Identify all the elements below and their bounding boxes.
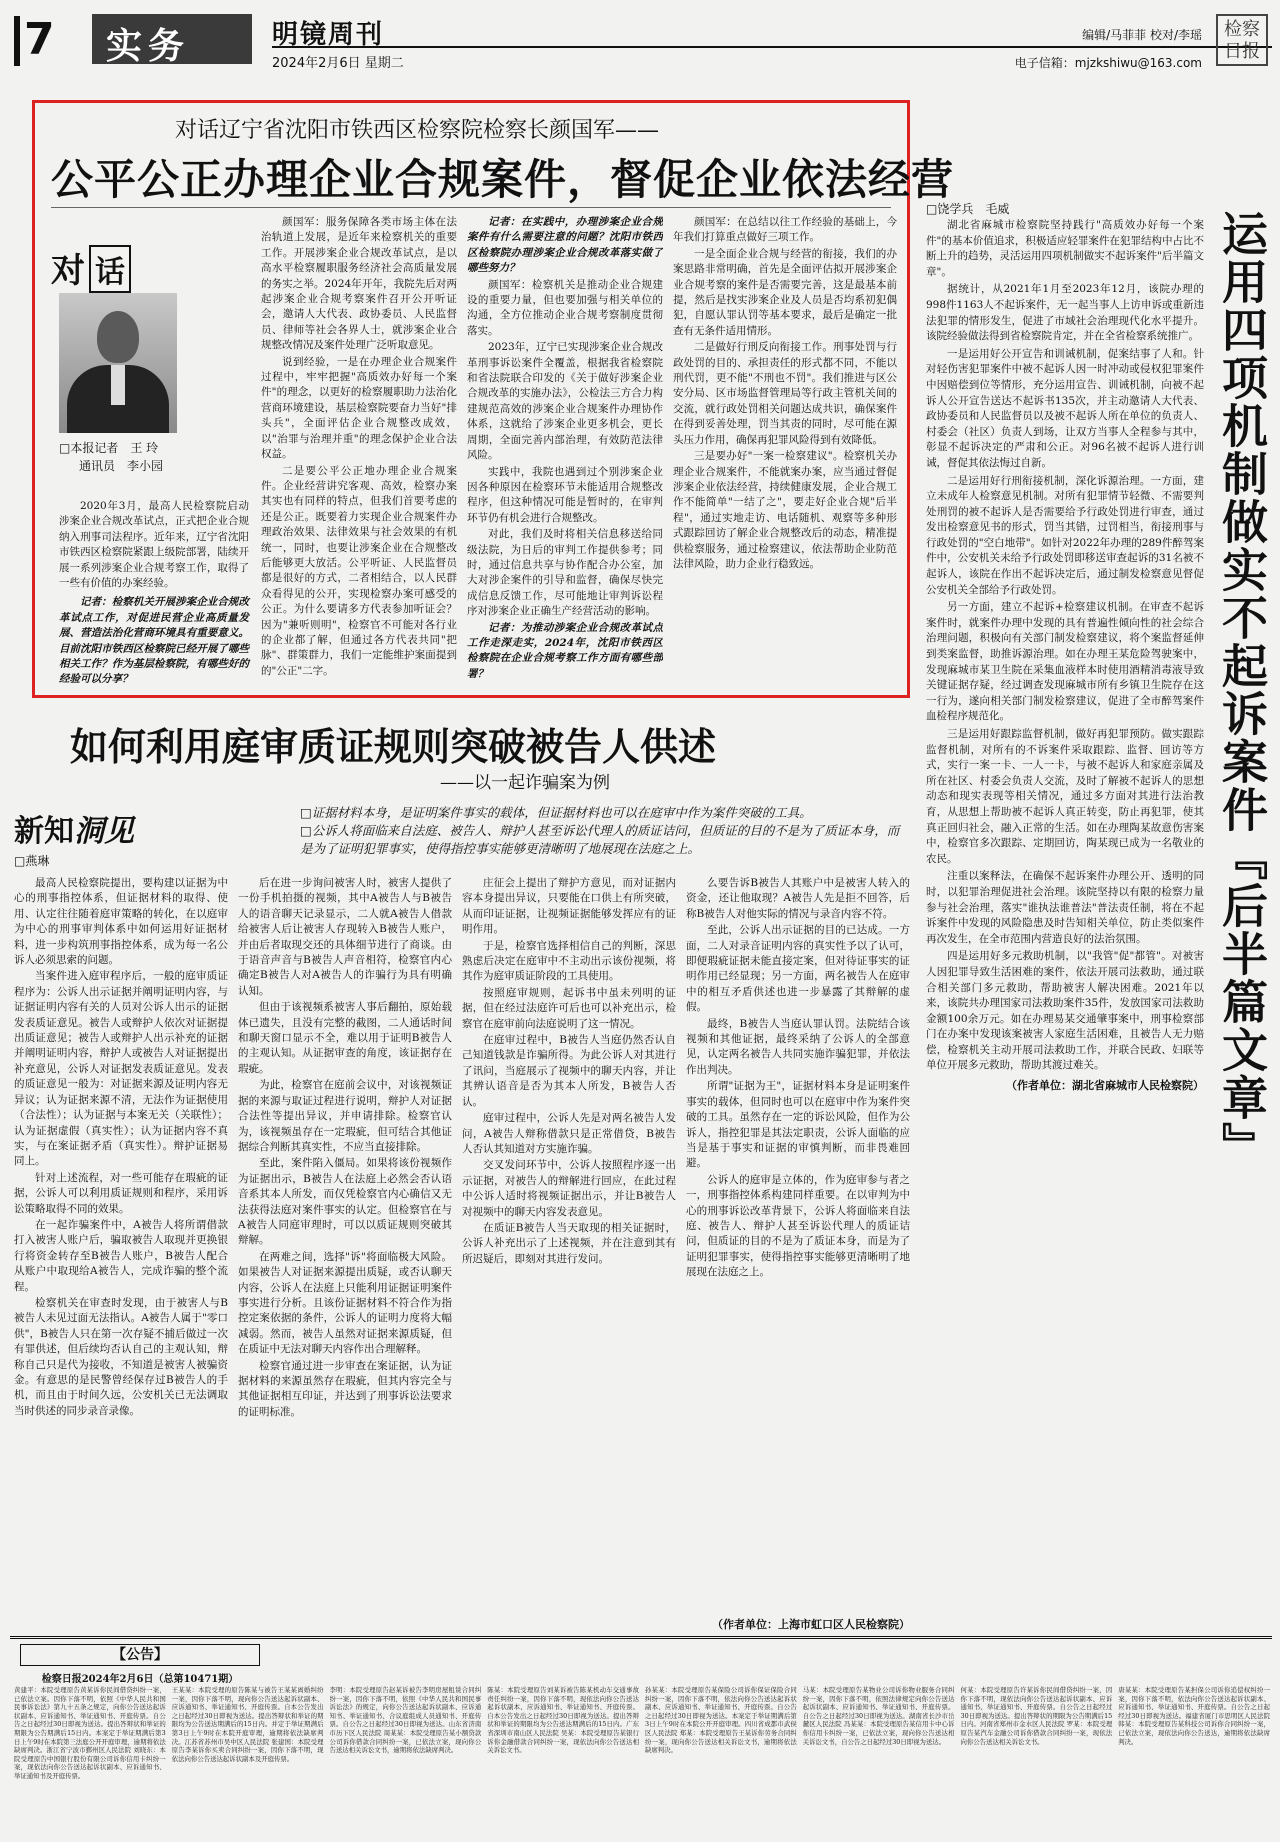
interview-column-2: 记者：在实践中，办理涉案企业合规案件有什么需要注意的问题？沈阳市铁西区检察院办理涉案企业合规改革落实做了哪些努力？ 颜国军：检察机关是推动企业合规建设的重要力量，但也要加强与相关单位的沟通，全方位推动企业合规考察制度贯彻落实。 2023年，辽宁已实现涉案企业合规改革刑事诉讼案件全覆盖，根据我省检察院和省法院联合印发的《关于做好涉案企业合规改革的实施办法》，公检法三方合力构建规范高效的涉案企业合规案件办理协作体系，这就给了涉案企业更多机会，更长周期，全面完善内部治理，有效防范法律风险。 实践中，我院也遇到过个别涉案企业因各种原因在检察环节未能适用合规整改程序，但这种情况可能是暂时的，在审判环节仍有机会进行合规整改。 对此，我们及时将相关信息移送给同级法院，为日后的审判工作提供参考；同时，通过信息共享与协作配合办公室，加大对涉企案件的引导和监督，确保尽快完成信息反馈工作，尽可能地让审判诉讼程序对涉案企业正确生产经营活动的影响。 记者：为推动涉案企业合规改革试点工作走深走实，2024年，沈阳市铁西区检察院在企业合规考察工作方面有哪些部署？	[467, 216, 663, 680]
masthead	[10, 8, 1272, 76]
article2-column-3: 庄征会上提出了辩护方意见，而对证据内容本身提出异议，只要能在口供上有所突破，从而印证证据，让视频证据能够发挥应有的证明作用。 于是，检察官选择相信自己的判断，深思熟虑后决定在庭审中不主动出示该份视频，将其作为庭审质证阶段的工具使用。 按照庭审规则，起诉书中虽未列明的证据，但在经过法庭许可后也可以补充出示，检察官在庭审前向法庭说明了这一情况。 在庭审过程中，B被告人当庭仍然否认自己知道钱款是诈骗所得。为此公诉人对其进行了讯问，当庭展示了视频中的聊天内容，并让其辨认语音是否为其本人所发，B被告人否认。 庭审过程中，公诉人先是对两名被告人发问，A被告人辩称借款只是正常借贷，B被告人否认其知道对方实施诈骗。 交叉发问环节中，公诉人按照程序逐一出示证据，对被告人的辩解进行回应，在此过程中公诉人适时将视频证据出示，并让B被告人对视频中的聊天内容发表意见。 在质证B被告人当天取现的相关证据时，公诉人补充出示了上述视频，并在注意到其有所迟疑后，即刻对其进行发问。	[462, 877, 676, 1265]
right-article-source: （作者单位：湖北省麻城市人民检察院）	[1006, 1079, 1204, 1093]
dialog-column-tag: 对 话	[51, 243, 131, 293]
article2-column-4: 么要告诉B被告人其账户中是被害人转入的资金，还让他取现？A被告人先是拒不回答，后称B被告人对他实际的情况与录音内容不符。 至此，公诉人出示证据的目的已达成。一方面，二人对录音证明内容的真实性予以了认可，即便瑕疵证据未能直接定案，但对待证事实的证明作用已经显现；另一方面，两名被告人在庭审中的相互矛盾供述也进一步暴露了其辩解的虚假。 最终，B被告人当庭认罪认罚。法院结合该视频和其他证据，最终采纳了公诉人的全部意见，认定两名被告人共同实施诈骗犯罪，并依法作出判决。 所谓"证据为王"，证据材料本身是证明案件事实的载体，但同时也可以在庭审中作为案件突破的工具。虽然存在一定的诉讼风险，但作为公诉人，指控犯罪是其法定职责，公诉人面临的应当是基于事实和证据的审慎判断，而非畏难回避。 公诉人的庭审是立体的，作为庭审参与者之一，刑事指控体系构建同样重要。在以审判为中心的刑事诉讼改革背景下，公诉人将面临来自法庭、被告人、辩护人甚至诉讼代理人的质证诘问，但质证的目的不是为了质证本身，而是为了证明犯罪事实，使得指控事实能够更清晰明了地展现在法庭之上。	[686, 877, 910, 1279]
article2-headline: 如何利用庭审质证规则突破被告人供述	[70, 724, 717, 769]
notices-title: 【公告】	[20, 1644, 260, 1666]
right-article-body: 湖北省麻城市检察院坚持践行"高质效办好每一个案件"的基本价值追求，积极适应轻罪案件在犯罪结构中占比不断上升的趋势，灵活运用四项机制做实不起诉案件"后半篇文章"。 据统计，从2021年1月至2023年12月，该院办理的998件1163人不起诉案件，无一起当事人上访申诉或重新违法犯罪的情形发生，促进了市域社会治理现代化水平提升。该院经验做法得到省检察院肯定，并在全省检察系统推广。 一是运用好公开宣告和训诫机制，促案结事了人和。针对轻伤害犯罪案件中被不起诉人因一时冲动或侵权犯罪案件中因赔偿到位等情形，充分运用宣告、训诫机制，向被不起诉人公开宣告送达不起诉书135次，并主动邀请人大代表、政协委员和人民监督员以及被不起诉人所在单位的负责人、村委会（社区）负责人到场，让双方当事人全程参与其中，彰显不起诉决定的严肃和公正。对96名被不起诉人进行训诫，督促其依法悔过自新。 二是运用好行刑衔接机制，深化诉源治理。一方面，建立未成年人检察意见机制。对所有犯罪情节轻微、不需要判处刑罚的被不起诉人是否需要给予行政处罚进行审查，通过发出检察意见书的形式，罚当其错，过罚相当，衔接刑事与行政处罚的"空白地带"。如针对2022年办理的289件醉驾案件中，公安机关未给予行政处罚即移送审查起诉的31名被不起诉人，该院在作出不起诉决定后，通过制发检察意见督促公安机关全部给予行政处罚。 另一方面，建立不起诉+检察建议机制。在审查不起诉案件时，就案件办理中发现的具有普遍性倾向性的社会综合治理问题，积极向有关部门制发检察建议，将个案监督延伸到类案监督，助推诉源治理。如在办理王某危险驾驶案中，发现麻城市某卫生院在采集血液样本时使用酒精消毒液导致关键证据存疑，经过调查发现麻城市所有乡镇卫生院存在这一行为，遂向相关部门制发检察建议，促进了全市醉驾案件血检程序规范化。 三是运用好跟踪监督机制，做好再犯罪预防。做实跟踪监督机制，对所有的不诉案件采取跟踪、监督、回访等方式，实行一案一卡、一人一卡，与被不起诉人和家庭亲属及所在社区、村委会负责人交流，及时了解被不起诉人的思想动态和现实表现等相关情况，通过多方面对其进行法治教育，从思想上帮助被不起诉人真正转变，防止再犯罪，使其真正回归社会，融入正常的生活。如在办理陶某故意伤害案中，检察官多次跟踪、定期回访，陶某现已成为一名敬业的农民。 注重以案释法，在确保不起诉案件办理公开、透明的同时，以犯罪治理促进社会治理。该院坚持以有限的检察力量参与社会治理，落实"谁执法谁普法"普法责任制，将在不起诉案件中发现的风险隐患及时告知相关单位，防止类似案件再次发生，在全市范围内营造良好的法治氛围。 四是运用好多元救助机制，以"我管"促"都管"。对被害人因犯罪导致生活困难的案件，依法开展司法救助，通过联合相关部门多元救助，帮助被害人解决困难。2021年以来，该院共办理国家司法救助案件35件，发放国家司法救助金额100余万元。如在办理易某交通肇事案中，刑事检察部门在办案中发现该案被害人家庭生活困难，且被告人无力赔偿，检察机关主动开展司法救助工作，并联合民政、妇联等单位开展多元救助，帮助其渡过难关。 （作者单位：湖北省麻城市人民检察院）	[926, 219, 1204, 1093]
notice-column: 唐某某：本院受理原告某担保公司诉你追偿权纠纷一案，因你下落不明，依法向你公告送达起诉状副本、应诉通知书、举证通知书、开庭传票。自公告之日起经过30日即视为送达。福建省厦门市思明区人民法院 韩某：本院受理原告某科技公司诉你合同纠纷一案，已依法立案，现依法向你公告送达，逾期将依法缺席判决。	[1118, 1686, 1270, 1746]
article2-column-1: 最高人民检察院提出，要构建以证据为中心的刑事指控体系，但证据材料的取得、使用、认定往往随着庭审策略的转化，在以庭审为中心的刑事审判体系中如何运用好证据材料，进一步构筑刑事指控体系，成为每一名公诉人必须思索的问题。 当案件进入庭审程序后，一般的庭审质证程序为：公诉人出示证据并阐明证明内容，与证据证明内容有关的人员对公诉人出示的证据发表质证意见。被告人或辩护人依次对证据提出质证意见；被告人或辩护人出示补充的证据并阐明证明内容，辩护人或被告人对证据提出补充意见，公诉人对证据发表质证意见。发表的质证意见一般为：对证据来源及证明内容无异议；认为证据来源不清，无法作为证据使用（合法性）；认为证据与本案无关（关联性）；认为证据虚假（真实性）；认为证据内容不真实，与在案证据矛盾（真实性）。辩护证据易同上。 针对上述流程，对一些可能存在瑕疵的证据，公诉人可以利用质证规则和程序，采用诉讼策略取得不同的效果。 在一起诈骗案件中，A被告人将所谓借款打入被害人账户后，骗取被告人取现并更换银行将资金转存至B被告人账户，B被告人配合从账户中取现给A被告人，完成诈骗的整个流程。 检察机关在审查时发现，由于被害人与B被告人未见过面无法指认。A被告人属于"零口供"，B被告人只在第一次存疑不捕后做过一次有罪供述，但后续均否认自己的主观认知，辩称自己只是代为接收，不知道是被害人被骗资金。有意思的是民警曾经保存过B被告人的手机，而且由于时间久远，公安机关已无法调取当时供述的同步录音录像。	[14, 877, 228, 1417]
notice-column: 何某：本院受理原告许某诉你民间借贷纠纷一案，因你下落不明，现依法向你公告送达起诉状副本、应诉通知书、举证通知书、开庭传票。自公告之日起经过30日即视为送达。提出答辩状的期限为公告期满后15日内。河南省郑州市金水区人民法院 罗某：本院受理原告某汽车金融公司诉你借款合同纠纷一案，现依法向你公告送达相关诉讼文书。	[960, 1686, 1113, 1746]
interview-article	[32, 100, 955, 698]
section-name: 实务	[92, 14, 252, 64]
masthead-rule	[272, 46, 1272, 48]
notices-divider	[10, 1636, 1272, 1639]
editors-credit: 编辑/马菲菲 校对/李瑶	[1082, 28, 1202, 42]
article2-pull-quote: □证据材料本身，是证明案件事实的载体，但证据材料也可以在庭审中作为案件突破的工具。 □公诉人将面临来自法庭、被告人、辩护人甚至诉讼代理人的质证诘问，但质证的目的不是为了质证本身，而是为了证明犯罪事实，使得指控事实能够更清晰明了地展现在法庭之上。	[300, 805, 900, 856]
page-number: 7	[24, 14, 55, 65]
issue-date: 2024年2月6日 星期二	[272, 56, 404, 71]
article2-subhead: ——以一起诈骗案为例	[440, 773, 610, 793]
right-article-title: 运用四项机制做实不起诉案件『后半篇文章』	[1215, 210, 1269, 1170]
article2-author: □燕琳	[14, 854, 50, 868]
paper-name: 明镜周刊	[272, 20, 385, 50]
interview-subhead: 对话辽宁省沈阳市铁西区检察院检察长颜国军——	[175, 118, 660, 143]
divider	[51, 207, 891, 208]
reporter-byline: □本报记者 王 玲 通讯员 李小园	[59, 441, 164, 473]
interviewee-photo	[59, 293, 177, 433]
article2-column-2: 后在进一步询问被害人时，被害人提供了一份手机拍摄的视频，其中A被告人与B被告人的语音聊天记录显示，二人就A被告人借款给被害人后让被害人存现转入B被告人账户，并由后者取现交还的具体细节进行了商谈。由于语音声音与B被告人声音相符，检察官内心确定B被告人对A被告人的诈骗行为具有明确认知。 但由于该视频系被害人事后翻拍，原始载体已遗失，且没有完整的截图，二人通话时间和聊天窗口显示不全，难以用于证明B被告人的主观认知。从证据审查的角度，该证据存在瑕疵。 为此，检察官在庭前会议中，对该视频证据的来源与取证过程进行说明，辩护人对证据合法性等提出异议，并申请排除。检察官认为，该视频虽存在一定瑕疵，但可结合其他证据综合判断其真实性，不应当直接排除。 至此，案件陷入僵局。如果将该份视频作为证据出示，B被告人在法庭上必然会否认语音系其本人所发，而仅凭检察官内心确信又无法获得法庭对案件事实的认定。但检察官在与A被告人同庭审理时，可以以质证规则突破其辩解。 在两难之间，选择"诉"将面临极大风险。如果被告人对证据来源提出质疑，或否认聊天内容，公诉人在法庭上只能利用证据证明案件事实进行分析。且该份证据材料不符合作为指控定案依据的条件，公诉人的证明力度将大幅减弱。然而，被告人虽然对证据来源质疑，但在质证中无法对聊天内容作出合理解释。 检察官通过进一步审查在案证据，认为证据材料的来源虽然存在瑕疵，但其内容完全与其他证据相互印证，并达到了刑事诉讼法要求的证明标准。	[238, 877, 452, 1418]
newspaper-logo: 检察日报	[1216, 14, 1268, 66]
notice-column: 李明：本院受理原告赵某诉被告李明房屋租赁合同纠纷一案，因你下落不明，依照《中华人民共和国民事诉讼法》的规定，向你公告送达起诉状副本、应诉通知书、举证通知书、合议庭组成人员通知书、开庭传票。自公告之日起经过30日即视为送达。山东省济南市历下区人民法院 周某某：本院受理原告某小额贷款公司诉你借款合同纠纷一案，已依法立案，现向你公告送达相关诉讼文书，逾期将依法缺席判决。	[329, 1686, 482, 1755]
notice-column: 陈某：本院受理原告刘某诉被告陈某机动车交通事故责任纠纷一案，因你下落不明，现依法向你公告送达起诉状副本、应诉通知书、举证通知书、开庭传票。自本公告发出之日起经过30日即视为送达。提出答辩状和举证的期限均为公告送达期满后的15日内。广东省深圳市南山区人民法院 吴某：本院受理原告某银行诉你金融借款合同纠纷一案，现依法向你公告送达相关诉讼文书。	[487, 1686, 639, 1755]
notices-body	[14, 1686, 1270, 1836]
notice-column: 王某某：本院受理的原告陈某与被告王某某离婚纠纷一案，因你下落不明，现向你公告送达起诉状副本、应诉通知书、举证通知书、开庭传票。自本公告发出之日起经过30日即视为送达。提出答辩状和举证的期限均为公告送达期满后的15日内。并定于举证期满后第3日上午9时在本院开庭审理，逾期将依法缺席判决。江苏省苏州市吴中区人民法院 张建国：本院受理原告李某诉你买卖合同纠纷一案，因你下落不明，现依法向你公告送达起诉状副本及开庭传票。	[171, 1686, 324, 1763]
column-tag-xinzhi: 新知洞见	[14, 814, 134, 849]
notice-column: 孙某某：本院受理原告某保险公司诉你保证保险合同纠纷一案，因你下落不明，依法向你公告送达起诉状副本、应诉通知书、举证通知书、开庭传票。自公告之日起经过30日即视为送达。本案定于举证期满后第3日上午9时在本院公开开庭审理。四川省成都市武侯区人民法院 郑某：本院受理原告王某诉你劳务合同纠纷一案，现向你公告送达相关诉讼文书，逾期将依法缺席判决。	[645, 1686, 797, 1755]
interview-intro: 2020年3月，最高人民检察院启动涉案企业合规改革试点，正式把企业合规纳入刑事司法程序。近年来，辽宁省沈阳市铁西区检察院紧跟上级院部署，陆续开展一系列涉案企业合规考察工作，取得了一些有价值的办案经验。 记者：检察机关开展涉案企业合规改革试点工作，对促进民营企业高质量发展、营造法治化营商环境具有重要意义。目前沈阳市铁西区检察院已经开展了哪些相关工作？作为基层检察院，有哪些好的经验可以分享？	[59, 500, 249, 686]
notice-column: 马某：本院受理原告某物业公司诉你物业服务合同纠纷一案，因你下落不明，依照法律规定向你公告送达起诉状副本、应诉通知书、举证通知书、开庭传票。自公告之日起经过30日即视为送达。湖南省长沙市岳麓区人民法院 冯某某：本院受理原告某信用卡中心诉你信用卡纠纷一案，已依法立案，现向你公告送达相关诉讼文书，自公告之日起经过30日即视为送达。	[802, 1686, 955, 1746]
interview-column-1: 颜国军：服务保障各类市场主体在法治轨道上发展，是近年来检察机关的重要工作。开展涉案企业合规改革试点，是以高水平检察履职服务经济社会高质量发展的务实之举。2024年开年，我院先后对两起涉案企业合规考察案件召开公开听证会，邀请人大代表、政协委员、人民监督员、律师等社会各界人士，就涉案企业合规整改情况及案件处理广泛听取意见。 说到经验，一是在办理企业合规案件过程中，牢牢把握"高质效办好每一个案件"的理念，以更好的检察履职助力法治化营商环境建设，基层检察院要奋力当好"排头兵"，全面评估企业合规整改成效，以"治罪与治理并重"的理念保护企业合法权益。 二是要公平公正地办理企业合规案件。企业经营讲究客观、高效，检察办案其实也有同样的特点，但我们首要考虑的还是公正。既要着力实现企业合规案件办理政治效果、法律效果与社会效果的有机统一，同时，也要让涉案企业在合规整改后能够更大放活。公平听证、人民监督员都是很好的方式，二者相结合，以人民群众看得见的公开，实现检察办案可感受的公正。为什么要请多方代表参加听证会？因为"兼听则明"，检察官不可能对各行业的企业都了解，但通过各方代表共同"把脉"、群策群力，我们一定能维护案面提到的"公正"二字。	[261, 216, 457, 677]
interview-headline: 公平公正办理企业合规案件，督促企业依法经营	[51, 155, 955, 204]
right-article-author: □饶学兵 毛威	[926, 202, 1010, 216]
article2-source: （作者单位：上海市虹口区人民检察院）	[712, 1618, 910, 1631]
notices-issue: 检察日报2024年2月6日（总第10471期）	[41, 1674, 239, 1685]
contact-email: 电子信箱：mjzkshiwu@163.com	[1014, 56, 1202, 70]
interview-column-3: 颜国军：在总结以往工作经验的基础上，今年我们打算重点做好三项工作。 一是全面企业合规与经营的衔接，我们的办案思路非常明确，首先是全面评估拟开展涉案企业合规考察的案件是否需要完善，这是最基本前提，然后是找实涉案企业及人员是否均系初犯偶犯，自愿认罪认罚等基本要求，最后是确定一批查有无条件适用情形。 二是做好行刑反向衔接工作。刑事处罚与行政处罚的目的、承担责任的形式都不同，不能以刑代罚，更不能"不刑也不罚"。我们推进与区公安分局、区市场监督管理局等行政主管机关间的交流，就行政处罚相关问题达成共识，确保案件在得到妥善处理，罚当其责的同时，尽可能在源头压力作用，确保再犯罪风险得到有效降低。 三是要办好"一案一检察建议"。检察机关办理企业合规案件，不能就案办案，应当通过督促涉案企业依法经营，持续健康发展，企业合规工作不能简单"一结了之"，要走好企业合规"后半程"，通过实地走访、电话随机、观察等多种形式跟踪回访了解企业合规整改后的动态，精准提供检察服务，通过检察建议，依法帮助企业防范法律风险，助力企业行稳致远。	[673, 216, 897, 570]
notice-column: 黄建平：本院受理原告黄某诉你民间借贷纠纷一案，已依法立案。因你下落不明，依照《中华人民共和国民事诉讼法》第九十五条之规定，向你公告送达起诉状副本、应诉通知书、举证通知书、开庭传票。自公告之日起经过30日即视为送达。提出答辩状和举证的期限为公告期满后15日内。本案定于举证期满后第3日上午9时在本院第三法庭公开开庭审理，逾期将依法缺席判决。浙江省宁波市鄞州区人民法院 刘晓东：本院受理原告中国银行股份有限公司诉你信用卡纠纷一案，现依法向你公告送达起诉状副本、应诉通知书、举证通知书及开庭传票。	[14, 1686, 166, 1780]
